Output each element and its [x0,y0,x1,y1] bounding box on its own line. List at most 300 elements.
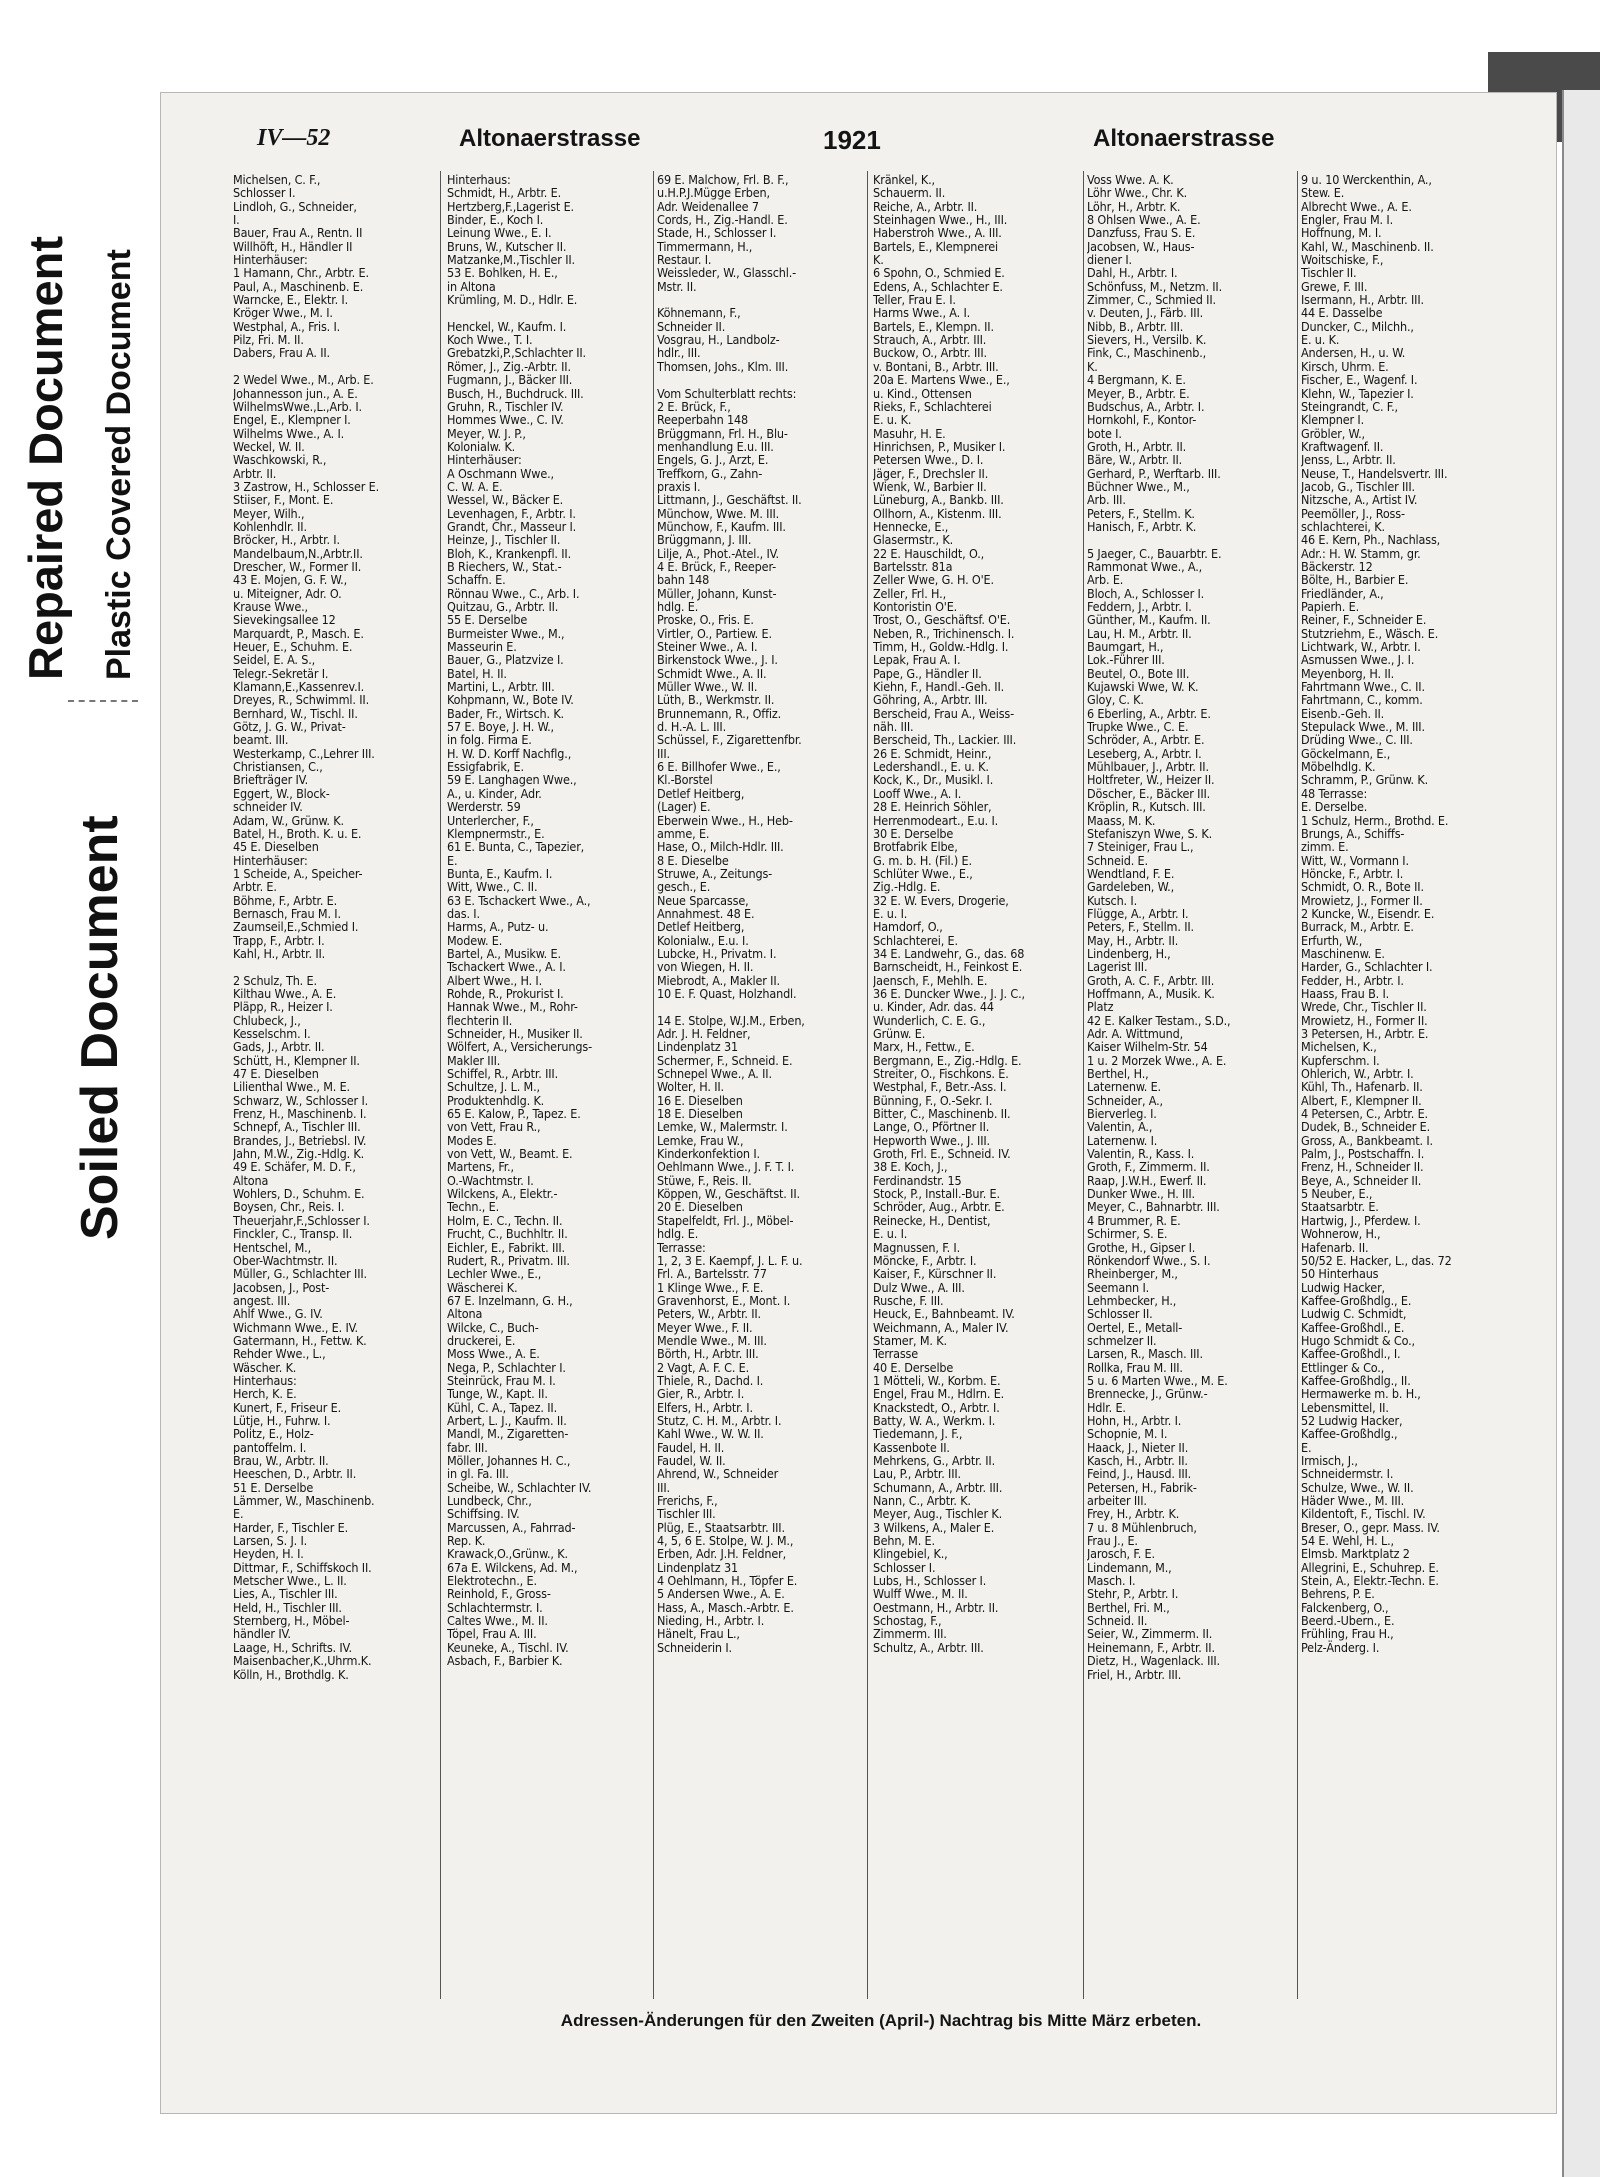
directory-entry: Metscher Wwe., L. II. [233,1573,347,1589]
directory-entry: Lubcke, H., Privatm. I. [657,945,777,961]
directory-entry: Hennecke, E., [873,518,949,534]
directory-entry: Burmeister Wwe., M., [447,625,565,641]
directory-entry: 1 u. 2 Morzek Wwe., A. E. [1087,1052,1227,1068]
directory-entry: Oehlmann Wwe., J. F. T. I. [657,1159,795,1175]
directory-entry: Kaiser, F., Kürschner II. [873,1266,997,1282]
directory-entry: Feind, J., Hausd. III. [1087,1466,1192,1482]
directory-entry: d. H.-A. L. III. [657,719,727,735]
directory-entry: 26 E. Schmidt, Heinr., [873,745,992,761]
directory-entry: Elmsb. Marktplatz 2 [1301,1546,1410,1562]
directory-entry: Köppen, W., Geschäftst. II. [657,1186,800,1202]
directory-entry: Frenz, H., Maschinenb. I. [233,1106,367,1122]
directory-entry: 45 E. Dieselben [233,839,319,855]
directory-entry: Behrens, P. E. [1301,1586,1375,1602]
directory-entry: Schopnie, M. I. [1087,1426,1168,1442]
directory-entry: Bäre, W., Arbtr. II. [1087,452,1183,468]
directory-entry: 38 E. Koch, J., [873,1159,948,1175]
directory-entry: Bernhard, W., Tischl. II. [233,705,358,721]
directory-entry: Peters, W., Arbtr. II. [657,1306,761,1322]
directory-entry: Göhring, A., Arbtr. III. [873,692,988,708]
directory-entry: Nibb, B., Arbtr. III. [1087,318,1184,334]
directory-entry: Haberstroh Wwe., A. III. [873,225,1002,241]
directory-entry: Peemöller, J., Ross- [1301,505,1405,521]
directory-entry: Falckenberg, O., [1301,1599,1389,1615]
directory-entry: Ahlf Wwe., G. IV. [233,1306,323,1322]
directory-entry: Schneidermstr. I. [1301,1466,1394,1482]
directory-entry: u. Miteigner, Adr. O. [233,585,342,601]
directory-entry: Lok.-Führer III. [1087,652,1165,668]
directory-entry: Mrowietz, J., Former II. [1301,892,1423,908]
directory-entry: Fugmann, J., Bäcker III. [447,372,573,388]
directory-entry: Grothe, H., Gipser I. [1087,1239,1196,1255]
directory-entry: Michelsen, K., [1301,1039,1377,1055]
directory-entry: Platz [1087,999,1114,1015]
directory-entry: 49 E. Schäfer, M. D. F., [233,1159,356,1175]
directory-column-3 [657,173,857,2008]
directory-entry: Zeller Wwe, G. H. O'E. [873,572,994,588]
directory-entry: Jaensch, F., Mehlh. E. [873,972,988,988]
directory-entry: Steiner Wwe., A. I. [657,639,758,655]
directory-entry: Adr. A. Wittmund, [1087,1026,1183,1041]
directory-entry: Briefträger IV. [233,772,309,788]
directory-entry: Looff Wwe., A. I. [873,785,962,801]
directory-entry: Laternenw. I. [1087,1132,1158,1148]
directory-entry: druckerei, E. [447,1332,516,1348]
directory-entry: Kaffee-Großhdlg., [1301,1426,1398,1442]
directory-entry: Drescher, W., Former II. [233,558,362,574]
directory-entry: Struwe, A., Zeitungs- [657,865,773,881]
repaired-document-label: Repaired Document [19,236,72,680]
directory-entry: arbeiter III. [1087,1493,1147,1509]
directory-entry: Rollka, Frau M. III. [1087,1359,1183,1375]
directory-entry: 8 Ohlsen Wwe., A. E. [1087,212,1201,228]
directory-entry: 16 E. Dieselben [657,1092,743,1108]
directory-entry: Heinemann, F., Arbtr. II. [1087,1639,1215,1655]
directory-entry: Mehrkens, G., Arbtr. II. [873,1453,995,1468]
directory-entry: Thiele, R., Dachd. I. [657,1372,764,1388]
directory-entry: Engels, G. J., Arzt, E. [657,452,769,468]
directory-entry: Schwarz, W., Schlosser I. [233,1092,369,1108]
directory-entry: Makler III. [447,1052,501,1068]
directory-entry: Möbelhdlg. K. [1301,759,1376,775]
directory-entry: Müller, G., Schlachter III. [233,1266,367,1282]
directory-entry: Masch. I. [1087,1573,1136,1589]
directory-entry: Baumgart, H., [1087,639,1164,655]
directory-entry: Groth, H., Arbtr. II. [1087,438,1187,454]
directory-entry: Modew. E. [447,932,503,948]
directory-entry: näh. III. [873,719,914,735]
directory-entry: Fink, C., Maschinenb., [1087,345,1207,361]
directory-entry: Barnscheidt, H., Feinkost E. [873,959,1023,975]
directory-entry: Bader, Fr., Wirtsch. K. [447,705,564,721]
directory-entry: Gardeleben, W., [1087,879,1175,895]
directory-entry: Rönkendorf Wwe., S. I. [1087,1252,1211,1268]
directory-entry: Gads, J., Arbtr. II. [233,1039,325,1055]
directory-entry: 32 E. W. Evers, Drogerie, [873,892,1009,908]
directory-entry: Bloh, K., Krankenpfl. II. [447,545,572,561]
directory-entry: Hepworth Wwe., J. III. [873,1132,990,1148]
directory-entry: Engel, Frau M., Hdlrn. E. [873,1386,1005,1402]
directory-entry: Johannesson jun., A. E. [233,385,358,401]
directory-entry: Zimmer, C., Schmied II. [1087,292,1216,308]
directory-entry: Ferdinandstr. 15 [873,1172,962,1188]
directory-entry: Müller Wwe., W. II. [657,679,758,695]
directory-entry: hdlr., III. [657,345,701,361]
directory-entry: Hamdorf, O., [873,919,943,935]
directory-entry: Friel, H., Arbtr. III. [1087,1666,1182,1682]
directory-entry: 3 Wilkens, A., Maler E. [873,1519,995,1535]
directory-entry: Seier, W., Zimmerm. II. [1087,1626,1213,1642]
directory-entry: 6 E. Billhofer Wwe., E., [657,759,781,775]
directory-entry: Tiedemann, J. F., [873,1426,963,1442]
directory-entry: Schostag, F., [873,1613,942,1629]
directory-entry: 2 E. Brück, F., [657,398,731,414]
directory-entry: Bauer, G., Platzvize I. [447,652,564,668]
directory-entry: Kohlenhdlr. II. [233,518,307,534]
directory-entry: Ettlinger & Co., [1301,1359,1385,1375]
directory-entry: 63 E. Tschackert Wwe., A., [447,892,591,908]
directory-entry: Meyer, W. J. P., [447,425,526,441]
directory-entry: Jarosch, F. E. [1087,1546,1155,1562]
directory-entry: Kinderkonfektion I. [657,1146,760,1162]
directory-entry: Schnepel Wwe., A. II. [657,1066,772,1082]
directory-entry: Christiansen, C., [233,759,323,775]
directory-entry: Batty, W. A., Werkm. I. [873,1412,996,1428]
directory-entry: Dudek, B., Schneider E. [1301,1119,1431,1135]
directory-entry: Treffkorn, G., Zahn- [657,465,763,481]
directory-entry: Feddern, J., Arbtr. I. [1087,599,1192,614]
directory-entry: Dahl, H., Arbtr. I. [1087,265,1178,281]
directory-entry: Westphal, F., Betr.-Ass. I. [873,1079,1007,1095]
directory-entry: Erben, Adr. J.H. Feldner, [657,1546,787,1562]
directory-entry: Arbert, L. J., Kaufm. II. [447,1412,567,1428]
directory-entry: Masseurin E. [447,639,517,655]
directory-entry: Zeller, Frl. H., [873,585,946,601]
directory-entry: Harder, F., Tischler E. [233,1519,348,1535]
directory-entry: Breser, O., gepr. Mass. IV. [1301,1519,1440,1535]
directory-entry: Staatsarbtr. E. [1301,1199,1379,1215]
directory-entry: Schlachterei, E. [873,932,958,948]
directory-entry: Günther, M., Kaufm. II. [1087,612,1211,628]
directory-entry: Proske, O., Fris. E. [657,612,754,628]
directory-entry: Rheinberger, M., [1087,1266,1178,1282]
directory-entry: Witt, W., Vormann I. [1301,852,1409,868]
directory-column-6 [1301,173,1513,2008]
directory-entry: Hoffmann, A., Musik. K. [1087,985,1215,1001]
directory-entry: Lau, P., Arbtr. III. [873,1466,961,1482]
directory-entry: Annahmest. 48 E. [657,905,755,921]
directory-page [160,92,1557,2114]
directory-entry: Dabers, Frau A. II. [233,345,330,361]
directory-entry: diener I. [1087,252,1132,268]
directory-entry: Kaffee-Großhdlg., II. [1301,1372,1411,1388]
directory-entry: Kaffee-Großhdl., E. [1301,1319,1405,1335]
directory-entry: Kohpmann, W., Bote IV. [447,692,574,708]
directory-entry: Lau, H. M., Arbtr. II. [1087,625,1192,641]
directory-entry: Kiehn, F., Handl.-Geh. II. [873,679,1005,695]
directory-entry: G. m. b. H. (Fil.) E. [873,852,972,868]
directory-entry: Bauer, Frau A., Rentn. II [233,225,363,241]
directory-entry: Modes E. [447,1132,497,1148]
directory-entry: Ledershandl., E. u. K. [873,759,989,775]
directory-entry: Arbtr. II. [233,465,277,481]
directory-entry: Möller, Johannes H. C., [447,1453,571,1468]
directory-entry: Wichmann Wwe., E. IV. [233,1319,358,1335]
directory-entry: Gier, R., Arbtr. I. [657,1386,745,1402]
directory-entry: Leinung Wwe., E. I. [447,225,552,241]
directory-entry: Krause Wwe., [233,599,308,614]
directory-entry: Boysen, Chr., Reis. I. [233,1199,345,1215]
directory-entry: 4 Petersen, C., Arbtr. E. [1301,1106,1428,1122]
directory-entry: Altona [233,1172,269,1188]
directory-entry: Busch, H., Buchdruck. III. [447,385,584,401]
directory-entry: Lüth, B., Werkmstr. II. [657,692,775,708]
directory-entry: Lindenplatz 31 [657,1559,738,1575]
directory-entry: Lindenberg, H., [1087,945,1171,961]
directory-entry: 5 Jaeger, C., Bauarbtr. E. [1087,545,1222,561]
directory-entry: Pilz, Fri. M. II. [233,332,304,348]
directory-entry: das. I. [447,905,480,921]
condition-labels [0,120,150,1240]
directory-entry: Schneider, A., [1087,1092,1163,1108]
directory-entry: Oertel, E., Metall- [1087,1319,1183,1335]
directory-entry: Martens, Fr., [447,1159,514,1175]
directory-entry: E. u. I. [873,1226,908,1242]
directory-entry: menhandlung E.u. III. [657,438,774,454]
directory-entry: Jenss, L., Arbtr. II. [1301,452,1396,468]
directory-entry: Cords, H., Zig.-Handl. E. [657,212,788,228]
directory-entry: 7 u. 8 Mühlenbruch, [1087,1519,1197,1535]
directory-entry: Stock, P., Install.-Bur. E. [873,1186,1000,1202]
directory-entry: Herch, K. E. [233,1386,297,1402]
directory-entry: Grewe, F. III. [1301,278,1368,294]
directory-entry: Häder Wwe., M. III. [1301,1493,1405,1509]
directory-entry: 43 E. Mojen, G. F. W., [233,572,348,588]
directory-entry: Knackstedt, O., Arbtr. I. [873,1399,1000,1415]
directory-entry: Schaffn. E. [447,572,506,588]
directory-entry: Lilje, A., Phot.-Atel., IV. [657,545,779,561]
directory-entry: Irmisch, J., [1301,1453,1358,1468]
page-header [161,125,1556,161]
directory-entry: Terrasse [873,1346,919,1362]
directory-entry [657,1000,857,1013]
directory-entry: Bunta, E., Kaufm. I. [447,865,553,881]
directory-entry: Gravenhorst, E., Mont. I. [657,1292,791,1308]
directory-entry [657,293,857,306]
directory-entry: Detlef Heitberg, [657,919,745,935]
directory-entry: K. [873,252,884,268]
directory-entry: Dietz, H., Wagenlack. III. [1087,1653,1220,1669]
directory-entry: Stew. E. [1301,185,1345,201]
directory-entry: Steinhagen Wwe., H., III. [873,212,1008,228]
directory-entry: Haack, J., Nieter II. [1087,1439,1189,1455]
directory-entry: Fedder, H., Arbtr. I. [1301,972,1404,988]
directory-entry: Hentschel, M., [233,1239,312,1255]
directory-entry: Lämmer, W., Maschinenb. [233,1493,375,1509]
directory-entry: Schmidt, H., Arbtr. E. [447,185,562,201]
directory-entry: Rohde, R., Prokurist I. [447,985,564,1001]
directory-entry: Kupferschm. I. [1301,1052,1380,1068]
directory-entry: Kölln, H., Brothdlg. K. [233,1666,349,1682]
directory-entry: Mandl, M., Zigaretten- [447,1426,569,1442]
directory-entry: 20 E. Dieselben [657,1199,743,1215]
directory-entry: u.H.P.J.Mügge Erben, [657,185,770,201]
directory-entry: Isermann, H., Arbtr. III. [1301,292,1424,308]
directory-entry: Faudel, W. II. [657,1453,726,1468]
directory-entry: Unterlercher, F., [447,812,534,828]
directory-entry: Münchow, F., Kaufm. III. [657,518,786,534]
directory-entry: Raap, J.W.H., Ewerf. II. [1087,1172,1207,1188]
directory-entry: Faudel, H. II. [657,1439,725,1455]
directory-entry: 2 Kuncke, W., Eisendr. E. [1301,905,1435,921]
directory-entry: Wolter, H. II. [657,1079,724,1095]
directory-entry: Lehmbecker, H., [1087,1292,1177,1308]
directory-entry: Marquardt, P., Masch. E. [233,625,364,641]
directory-entry: Börth, H., Arbtr. III. [657,1346,759,1362]
directory-entry: Valentin, R., Kass. I. [1087,1146,1195,1162]
directory-entry: E. u. K. [873,412,912,428]
directory-entry: Gross, A., Bankbeamt. I. [1301,1132,1433,1148]
directory-entry: Stüwe, F., Reis. II. [657,1172,752,1188]
directory-entry: Wölfert, A., Versicherungs- [447,1039,592,1055]
directory-entry: III. [657,1479,670,1495]
directory-entry: Bitter, C., Maschinenb. II. [873,1106,1011,1122]
directory-entry: 3 Petersen, H., Arbtr. E. [1301,1026,1429,1041]
directory-entry: Mendle Wwe., M. III. [657,1332,767,1348]
directory-entry: schmelzer II. [1087,1332,1157,1348]
directory-entry: Bergmann, E., Zig.-Hdlg. E. [873,1052,1022,1068]
directory-entry: Peters, F., Stellm. K. [1087,505,1195,521]
directory-entry: Schlachtermstr. I. [447,1599,543,1615]
directory-entry: A Oschmann Wwe., [447,465,554,481]
directory-entry: beamt. III. [233,732,289,748]
directory-entry: Grünw. E. [873,1026,926,1041]
directory-entry: Ludwig Hacker, [1301,1279,1385,1295]
directory-entry: Witt, Wwe., C. II. [447,879,538,895]
directory-entry: Schönfuss, M., Netzm. II. [1087,278,1223,294]
directory-entry: 46 E. Kern, Ph., Nachlass, [1301,532,1441,548]
directory-entry: Pläpp, R., Heizer I. [233,999,333,1015]
directory-entry: Weichmann, A., Maler IV. [873,1319,1009,1335]
directory-entry: 1 Hamann, Chr., Arbtr. E. [233,265,369,281]
directory-entry: Reeperbahn 148 [657,412,748,428]
directory-entry: Wienk, W., Barbier II. [873,478,987,494]
directory-entry: Lebensmittel, II. [1301,1399,1389,1415]
directory-entry: Ohlerich, W., Arbtr. I. [1301,1066,1414,1082]
directory-entry: Maschinenw. E. [1301,945,1385,961]
directory-column-1 [233,173,423,2008]
directory-entry: Hommes Wwe., C. IV. [447,412,564,428]
directory-entry: E. [233,1506,244,1522]
directory-entry: Kröplin, R., Kutsch. III. [1087,799,1206,815]
directory-entry: Maass, M. K. [1087,812,1156,828]
directory-entry: Hinterhäuser: [233,252,308,268]
directory-entry: Frühling, Frau H., [1301,1626,1394,1642]
directory-entry: Groth, A. C. F., Arbtr. III. [1087,972,1215,988]
label-divider [68,700,138,702]
directory-entry: Jahn, M.W., Zig.-Hdlg. K. [233,1146,365,1162]
directory-entry: Hornkohl, F., Kontor- [1087,412,1197,428]
directory-entry: Kaiser Wilhelm-Str. 54 [1087,1039,1208,1055]
directory-entry: Koch Wwe., T. I. [447,332,533,348]
directory-entry: Stutzriehm, E., Wäsch. E. [1301,625,1439,641]
directory-entry: Bernasch, Frau M. I. [233,905,341,921]
directory-entry: Rönnau Wwe., C., Arb. I. [447,585,580,601]
directory-entry: Stein, A., Elektr.-Techn. E. [1301,1573,1439,1589]
directory-columns [233,173,1533,2008]
directory-entry: Stamer, M. K. [873,1332,947,1348]
directory-entry: 9 u. 10 Werckenthin, A., [1301,173,1432,187]
directory-entry: Meyenborg, H. II. [1301,665,1395,681]
directory-entry: Paul, A., Maschinenb. E. [233,278,364,294]
directory-entry: 20a E. Martens Wwe., E., [873,372,1010,388]
directory-entry [233,360,423,373]
directory-entry: 10 E. F. Quast, Holzhandl. [657,985,797,1001]
directory-entry: Nann, C., Arbtr. K. [873,1493,971,1509]
directory-entry: Stepulack Wwe., M. III. [1301,719,1425,735]
directory-entry: Bierverleg. I. [1087,1106,1157,1122]
directory-entry: 69 E. Malchow, Frl. B. F., [657,173,789,187]
directory-entry: Hannak Wwe., M., Rohr- [447,999,578,1015]
directory-entry: Masuhr, H. E. [873,425,946,441]
directory-entry: Eberwein Wwe., H., Heb- [657,812,793,828]
directory-entry: Budschus, A., Arbtr. I. [1087,398,1205,414]
directory-entry: 5 Andersen Wwe., A. E. [657,1586,785,1602]
directory-entry [233,960,423,973]
directory-entry: Schneider, H., Musiker II. [447,1026,583,1041]
directory-entry: 22 E. Hauschildt, O., [873,545,985,561]
directory-entry: Tischler III. [657,1506,716,1522]
directory-entry: Löhr, H., Arbtr. K. [1087,198,1181,214]
directory-entry: Oestmann, H., Arbtr. II. [873,1599,999,1615]
directory-entry: Löhr Wwe., Chr. K. [1087,185,1188,201]
directory-entry: Nieding, H., Arbtr. I. [657,1613,765,1629]
directory-entry: 6 Spohn, O., Schmied E. [873,265,1005,281]
directory-entry: 57 E. Boye, J. H. W., [447,719,554,735]
directory-entry: Krümling, M. D., Hdlr. E. [447,292,578,308]
directory-entry: Harms Wwe., A. I. [873,305,971,321]
directory-entry: Hugo Schmidt & Co., [1301,1332,1415,1348]
directory-entry: Seemann I. [1087,1279,1150,1295]
directory-entry: Streiter, O., Fischkons. E. [873,1066,1009,1082]
directory-entry: Binder, E., Koch I. [447,212,544,228]
directory-entry: Römer, J., Zig.-Arbtr. II. [447,358,571,374]
directory-entry: Scheibe, W., Schlachter IV. [447,1479,592,1495]
directory-entry: 1 Mötteli, W., Korbm. E. [873,1372,1001,1388]
directory-entry: K. [1087,358,1098,374]
directory-entry: Finckler, C., Transp. II. [233,1226,353,1242]
directory-entry: Schneid. E. [1087,852,1148,868]
directory-entry: Nega, P., Schlachter I. [447,1359,566,1375]
directory-entry: 1, 2, 3 E. Kaempf, J. L. F. u. [657,1252,803,1268]
directory-entry: Stutz, C. H. M., Arbtr. I. [657,1412,782,1428]
directory-entry: Dreyes, R., Schwimml. II. [233,692,369,708]
directory-entry: Schütt, H., Klempner II. [233,1052,360,1068]
directory-entry: 14 E. Stolpe, W.J.M., Erben, [657,1012,805,1028]
directory-entry: Schumann, A., Arbtr. III. [873,1479,1003,1495]
directory-entry: Schlosser I. [873,1559,936,1575]
directory-entry: C. W. A. E. [447,478,503,494]
plastic-covered-document-label: Plastic Covered Document [100,249,138,680]
directory-entry: Wunderlich, C. E. G., [873,1012,986,1028]
directory-entry: Zaumseil,E.,Schmied I. [233,919,359,935]
directory-entry: Heuer, E., Schuhm. E. [233,639,353,655]
directory-entry: E. u. I. [873,905,908,921]
directory-entry: Techn., E. [447,1199,499,1215]
directory-entry: Edens, A., Schlachter E. [873,278,1003,294]
directory-entry: Kahl, H., Arbtr. II. [233,945,326,961]
directory-entry: Hafenarb. II. [1301,1239,1369,1255]
